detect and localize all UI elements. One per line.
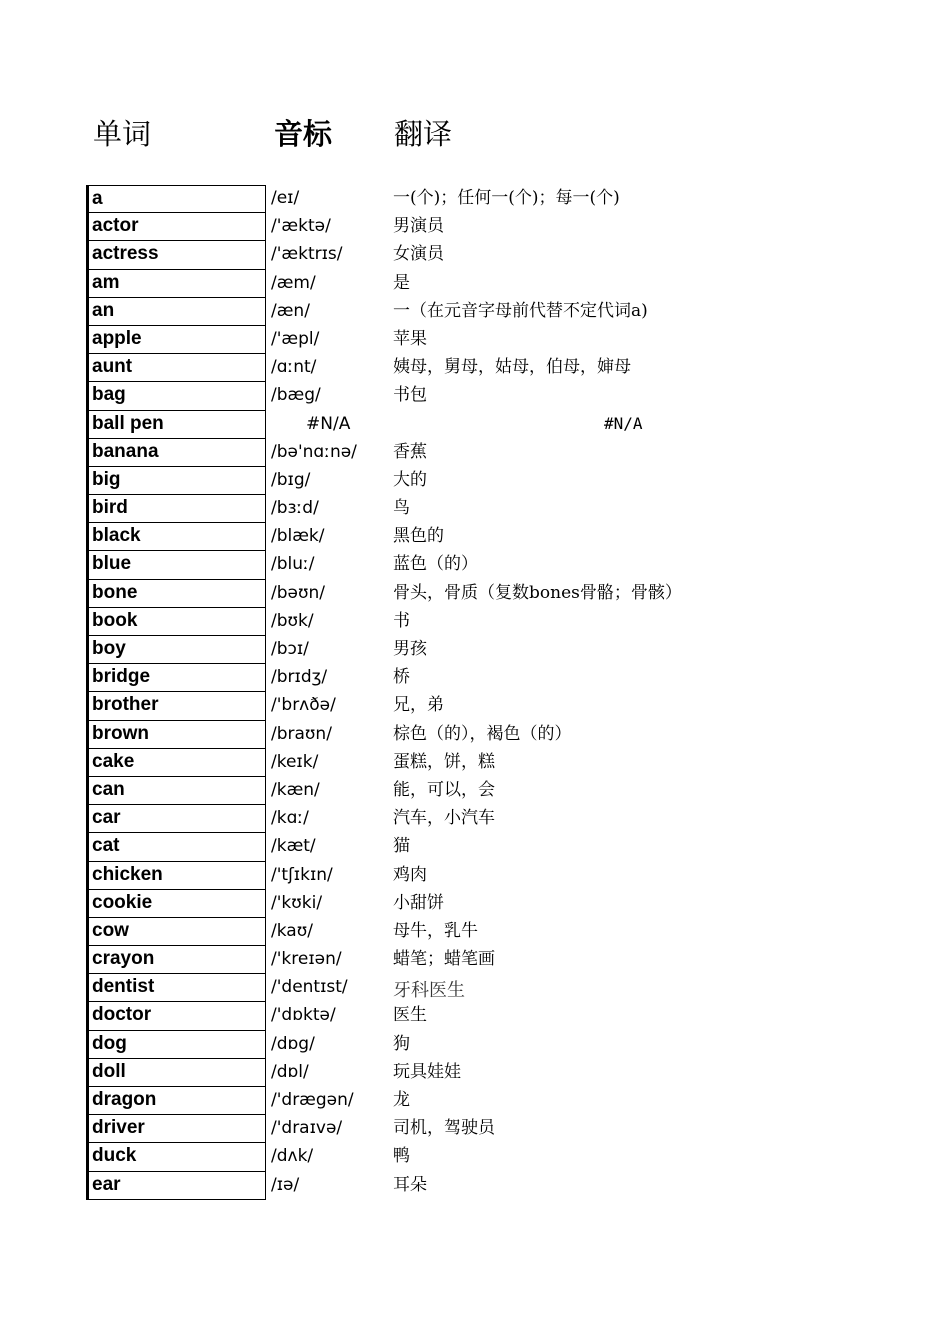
table-row (86, 608, 886, 636)
table-row (86, 833, 886, 861)
header-word: 单词 (93, 117, 152, 151)
phonetic-cell: /bəʊn/ (271, 582, 325, 603)
table-row (86, 1115, 886, 1143)
translation-cell: 医生 (393, 1005, 427, 1026)
table-row (86, 946, 886, 974)
word-cell: chicken (86, 862, 266, 890)
phonetic-cell: /'æktə/ (271, 216, 331, 237)
translation-cell: 书 (393, 610, 410, 631)
phonetic-cell: /ɑːnt/ (271, 357, 317, 378)
translation-cell: 骨头，骨质（复数bones骨骼；骨骸） (393, 582, 682, 603)
table-row (86, 721, 886, 749)
table-row (86, 1002, 886, 1030)
table-row (86, 636, 886, 664)
phonetic-cell: #N/A (306, 413, 351, 434)
word-cell: a (86, 185, 266, 213)
table-row (86, 692, 886, 720)
word-cell: banana (86, 439, 266, 467)
translation-cell: 鸭 (393, 1146, 410, 1167)
table-row (86, 298, 886, 326)
word-cell: crayon (86, 946, 266, 974)
word-cell: bag (86, 382, 266, 410)
translation-cell: 兄，弟 (393, 695, 444, 716)
word-cell: ear (86, 1172, 266, 1200)
translation-cell: 狗 (393, 1033, 410, 1054)
phonetic-cell: /bæg/ (271, 385, 321, 406)
word-cell: big (86, 467, 266, 495)
translation-cell: 耳朵 (393, 1174, 427, 1195)
table-row (86, 580, 886, 608)
translation-cell: 鸡肉 (393, 864, 427, 885)
table-row (86, 411, 886, 439)
table-row (86, 1143, 886, 1171)
word-cell: dog (86, 1031, 266, 1059)
table-row (86, 551, 886, 579)
table-row (86, 523, 886, 551)
word-cell: apple (86, 326, 266, 354)
translation-cell: 一（在元音字母前代替不定代词a) (393, 300, 648, 321)
translation-cell: 苹果 (393, 328, 427, 349)
header-phonetic: 音标 (274, 117, 333, 151)
phonetic-cell: /bɪg/ (271, 469, 311, 490)
phonetic-cell: /'æktrɪs/ (271, 244, 343, 265)
word-cell: brother (86, 692, 266, 720)
word-cell: book (86, 608, 266, 636)
phonetic-cell: /dʌk/ (271, 1146, 314, 1167)
table-row (86, 467, 886, 495)
phonetic-cell: /kæt/ (271, 836, 316, 857)
phonetic-cell: /kaʊ/ (271, 920, 313, 941)
word-cell: aunt (86, 354, 266, 382)
translation-cell: 是 (393, 272, 410, 293)
translation-cell: 龙 (393, 1090, 410, 1110)
word-cell: cake (86, 749, 266, 777)
translation-cell: 棕色（的），褐色（的） (393, 723, 572, 744)
word-cell: am (86, 270, 266, 298)
phonetic-cell: /bɜːd/ (271, 498, 319, 519)
translation-cell: 桥 (393, 667, 410, 688)
translation-cell: 母牛，乳牛 (393, 920, 478, 941)
header-translation: 翻译 (394, 117, 453, 151)
word-cell: cookie (86, 890, 266, 918)
word-cell: bird (86, 495, 266, 523)
phonetic-cell: /æm/ (271, 272, 316, 293)
phonetic-cell: /kɑː/ (271, 808, 309, 829)
translation-cell: 一(个)；任何一(个)；每一(个) (393, 188, 620, 208)
table-row (86, 270, 886, 298)
translation-cell: 鸟 (393, 498, 410, 519)
phonetic-cell: /'tʃɪkɪn/ (271, 864, 333, 885)
phonetic-cell: /'drægən/ (271, 1090, 354, 1110)
word-cell: can (86, 777, 266, 805)
translation-cell: 书包 (393, 385, 427, 406)
phonetic-cell: /ɪə/ (271, 1174, 300, 1195)
phonetic-cell: /'æpl/ (271, 328, 320, 349)
table-row (86, 862, 886, 890)
phonetic-cell: /bə'nɑːnə/ (271, 441, 357, 462)
phonetic-cell: /'kʊki/ (271, 892, 323, 913)
table-row (86, 805, 886, 833)
translation-cell: 男演员 (393, 216, 444, 237)
word-cell: blue (86, 551, 266, 579)
table-row (86, 918, 886, 946)
phonetic-cell: /'draɪvə/ (271, 1118, 343, 1139)
translation-cell: 能，可以，会 (393, 779, 495, 800)
table-row (86, 1059, 886, 1087)
translation-cell: 小甜饼 (393, 892, 444, 913)
word-cell: cow (86, 918, 266, 946)
translation-cell: 香蕉 (393, 441, 427, 462)
table-row (86, 974, 886, 1002)
translation-cell: 汽车，小汽车 (393, 808, 495, 829)
word-cell: actress (86, 241, 266, 269)
phonetic-cell: /blæk/ (271, 526, 325, 547)
phonetic-cell: /'kreɪən/ (271, 949, 342, 970)
word-cell: doll (86, 1059, 266, 1087)
table-row (86, 777, 886, 805)
vocabulary-table (86, 185, 886, 1200)
table-row (86, 439, 886, 467)
phonetic-cell: /'brʌðə/ (271, 695, 336, 716)
word-cell: duck (86, 1143, 266, 1171)
table-row (86, 1031, 886, 1059)
table-row (86, 749, 886, 777)
table-row (86, 1172, 886, 1200)
word-cell: black (86, 523, 266, 551)
phonetic-cell: /bʊk/ (271, 610, 314, 631)
translation-cell: 蛋糕，饼，糕 (393, 751, 495, 772)
translation-cell: 司机，驾驶员 (393, 1118, 495, 1139)
translation-cell: 牙科医生 (393, 980, 465, 1002)
translation-cell: 猫 (393, 836, 410, 857)
word-cell: an (86, 298, 266, 326)
phonetic-cell: /dɒl/ (271, 1061, 309, 1082)
word-cell: ball pen (86, 411, 266, 439)
table-row (86, 495, 886, 523)
translation-cell: 姨母，舅母，姑母，伯母，婶母 (393, 357, 631, 378)
phonetic-cell: /'dentɪst/ (271, 977, 348, 998)
table-row (86, 241, 886, 269)
phonetic-cell: /bluː/ (271, 554, 315, 575)
translation-cell: 玩具娃娃 (393, 1061, 461, 1082)
word-cell: dentist (86, 974, 266, 1002)
phonetic-cell: /'dɒktə/ (271, 1005, 336, 1026)
word-cell: boy (86, 636, 266, 664)
word-cell: bridge (86, 664, 266, 692)
word-cell: brown (86, 721, 266, 749)
table-row (86, 1087, 886, 1115)
phonetic-cell: /keɪk/ (271, 751, 319, 772)
translation-cell: 蓝色（的） (393, 554, 478, 575)
translation-cell: 蜡笔；蜡笔画 (393, 949, 495, 970)
phonetic-cell: /bɔɪ/ (271, 639, 309, 659)
translation-cell: #N/A (604, 413, 643, 433)
word-cell: cat (86, 833, 266, 861)
word-cell: bone (86, 580, 266, 608)
phonetic-cell: /braʊn/ (271, 723, 332, 744)
translation-cell: 女演员 (393, 244, 444, 265)
word-cell: dragon (86, 1087, 266, 1115)
table-row (86, 326, 886, 354)
table-row (86, 890, 886, 918)
translation-cell: 男孩 (393, 639, 427, 659)
table-row (86, 664, 886, 692)
phonetic-cell: /brɪdʒ/ (271, 667, 328, 688)
translation-cell: 黑色的 (393, 526, 444, 547)
word-cell: actor (86, 213, 266, 241)
word-cell: driver (86, 1115, 266, 1143)
translation-cell: 大的 (393, 469, 427, 490)
table-row (86, 185, 886, 213)
word-cell: car (86, 805, 266, 833)
phonetic-cell: /eɪ/ (271, 188, 300, 208)
word-cell: doctor (86, 1002, 266, 1030)
phonetic-cell: /dɒg/ (271, 1033, 315, 1054)
table-row (86, 382, 886, 410)
phonetic-cell: /æn/ (271, 300, 310, 321)
phonetic-cell: /kæn/ (271, 779, 320, 800)
table-row (86, 213, 886, 241)
table-row (86, 354, 886, 382)
